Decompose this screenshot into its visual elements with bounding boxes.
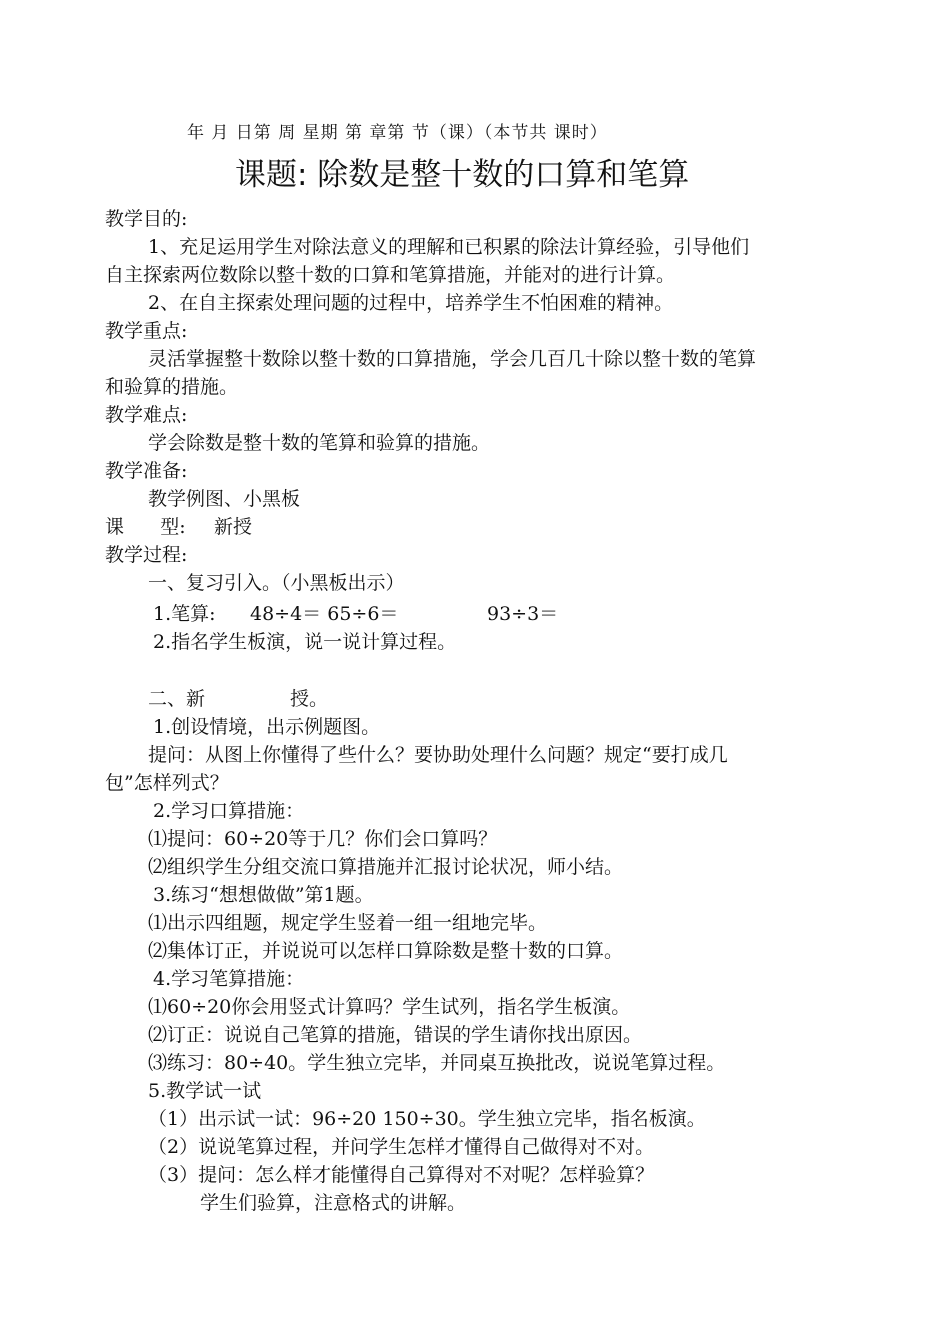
section-heading: 一、复习引入。（小黑板出示） <box>148 572 405 594</box>
process-item: （3）提问：怎么样才能懂得自己算得对不对呢？怎样验算？ <box>148 1164 655 1186</box>
process-item: ⑴60÷20你会用竖式计算吗？学生试列，指名学生板演。 <box>148 996 631 1018</box>
date-header: 年 月 日第 周 星期 第 章第 节（课）（本节共 课时） <box>187 123 608 143</box>
process-item: ⑶练习：80÷40。学生独立完毕，并同桌互换批改，说说笔算过程。 <box>148 1052 726 1074</box>
preparation-label: 教学准备: <box>105 460 188 482</box>
process-item: 3.练习“想想做做”第1题。 <box>153 884 374 906</box>
difficulties-text: 学会除数是整十数的笔算和验算的措施。 <box>148 432 491 454</box>
objectives-item: 自主探索两位数除以整十数的口算和笔算措施，并能对的进行计算。 <box>105 264 676 286</box>
key-points-text: 灵活掌握整十数除以整十数的口算措施，学会几百几十除以整十数的笔算 <box>148 348 757 370</box>
key-points-text: 和验算的措施。 <box>105 376 239 398</box>
process-label: 教学过程: <box>105 544 188 566</box>
process-item: （1）出示试一试：96÷20 150÷30。学生独立完毕，指名板演。 <box>148 1108 706 1130</box>
lesson-type-value: 新授 <box>214 516 253 538</box>
process-item: 2.学习口算措施： <box>153 800 305 822</box>
key-points-label: 教学重点: <box>105 320 188 342</box>
process-item: 5.教学试一试 <box>148 1080 262 1102</box>
process-item: 48÷4＝ 65÷6＝ <box>250 603 399 625</box>
process-item: ⑵集体订正，并说说可以怎样口算除数是整十数的口算。 <box>148 940 624 962</box>
process-item: 2.指名学生板演，说一说计算过程。 <box>153 631 457 653</box>
process-item: ⑵订正：说说自己笔算的措施，错误的学生请你找出原因。 <box>148 1024 643 1046</box>
preparation-text: 教学例图、小黑板 <box>148 488 301 510</box>
process-item: 提问：从图上你懂得了些什么？要协助处理什么问题？规定“要打成几 <box>148 744 728 766</box>
process-item: 93÷3＝ <box>487 603 559 625</box>
lesson-type-label: 课 型: <box>105 516 186 538</box>
objectives-label: 教学目的: <box>105 208 188 230</box>
section-heading: 二、新 <box>148 688 206 710</box>
section-heading: 授。 <box>290 688 329 710</box>
process-item: ⑴提问：60÷20等于几？你们会口算吗？ <box>148 828 498 850</box>
objectives-item: 2、在自主探索处理问题的过程中，培养学生不怕困难的精神。 <box>148 292 674 314</box>
difficulties-label: 教学难点: <box>105 404 188 426</box>
process-item: 学生们验算，注意格式的讲解。 <box>200 1192 467 1214</box>
process-item: 包”怎样列式？ <box>105 772 229 794</box>
process-item: （2）说说笔算过程，并问学生怎样才懂得自己做得对不对。 <box>148 1136 655 1158</box>
process-item: ⑵组织学生分组交流口算措施并汇报讨论状况，师小结。 <box>148 856 624 878</box>
page-title: 课题: 除数是整十数的口算和笔算 <box>235 157 690 193</box>
process-item: 1.创设情境，出示例题图。 <box>153 716 381 738</box>
objectives-item: 1、充足运用学生对除法意义的理解和已积累的除法计算经验，引导他们 <box>148 236 750 258</box>
process-item: ⑴出示四组题，规定学生竖着一组一组地完毕。 <box>148 912 548 934</box>
process-item: 1.笔算: <box>153 603 216 625</box>
process-item: 4.学习笔算措施： <box>153 968 305 990</box>
